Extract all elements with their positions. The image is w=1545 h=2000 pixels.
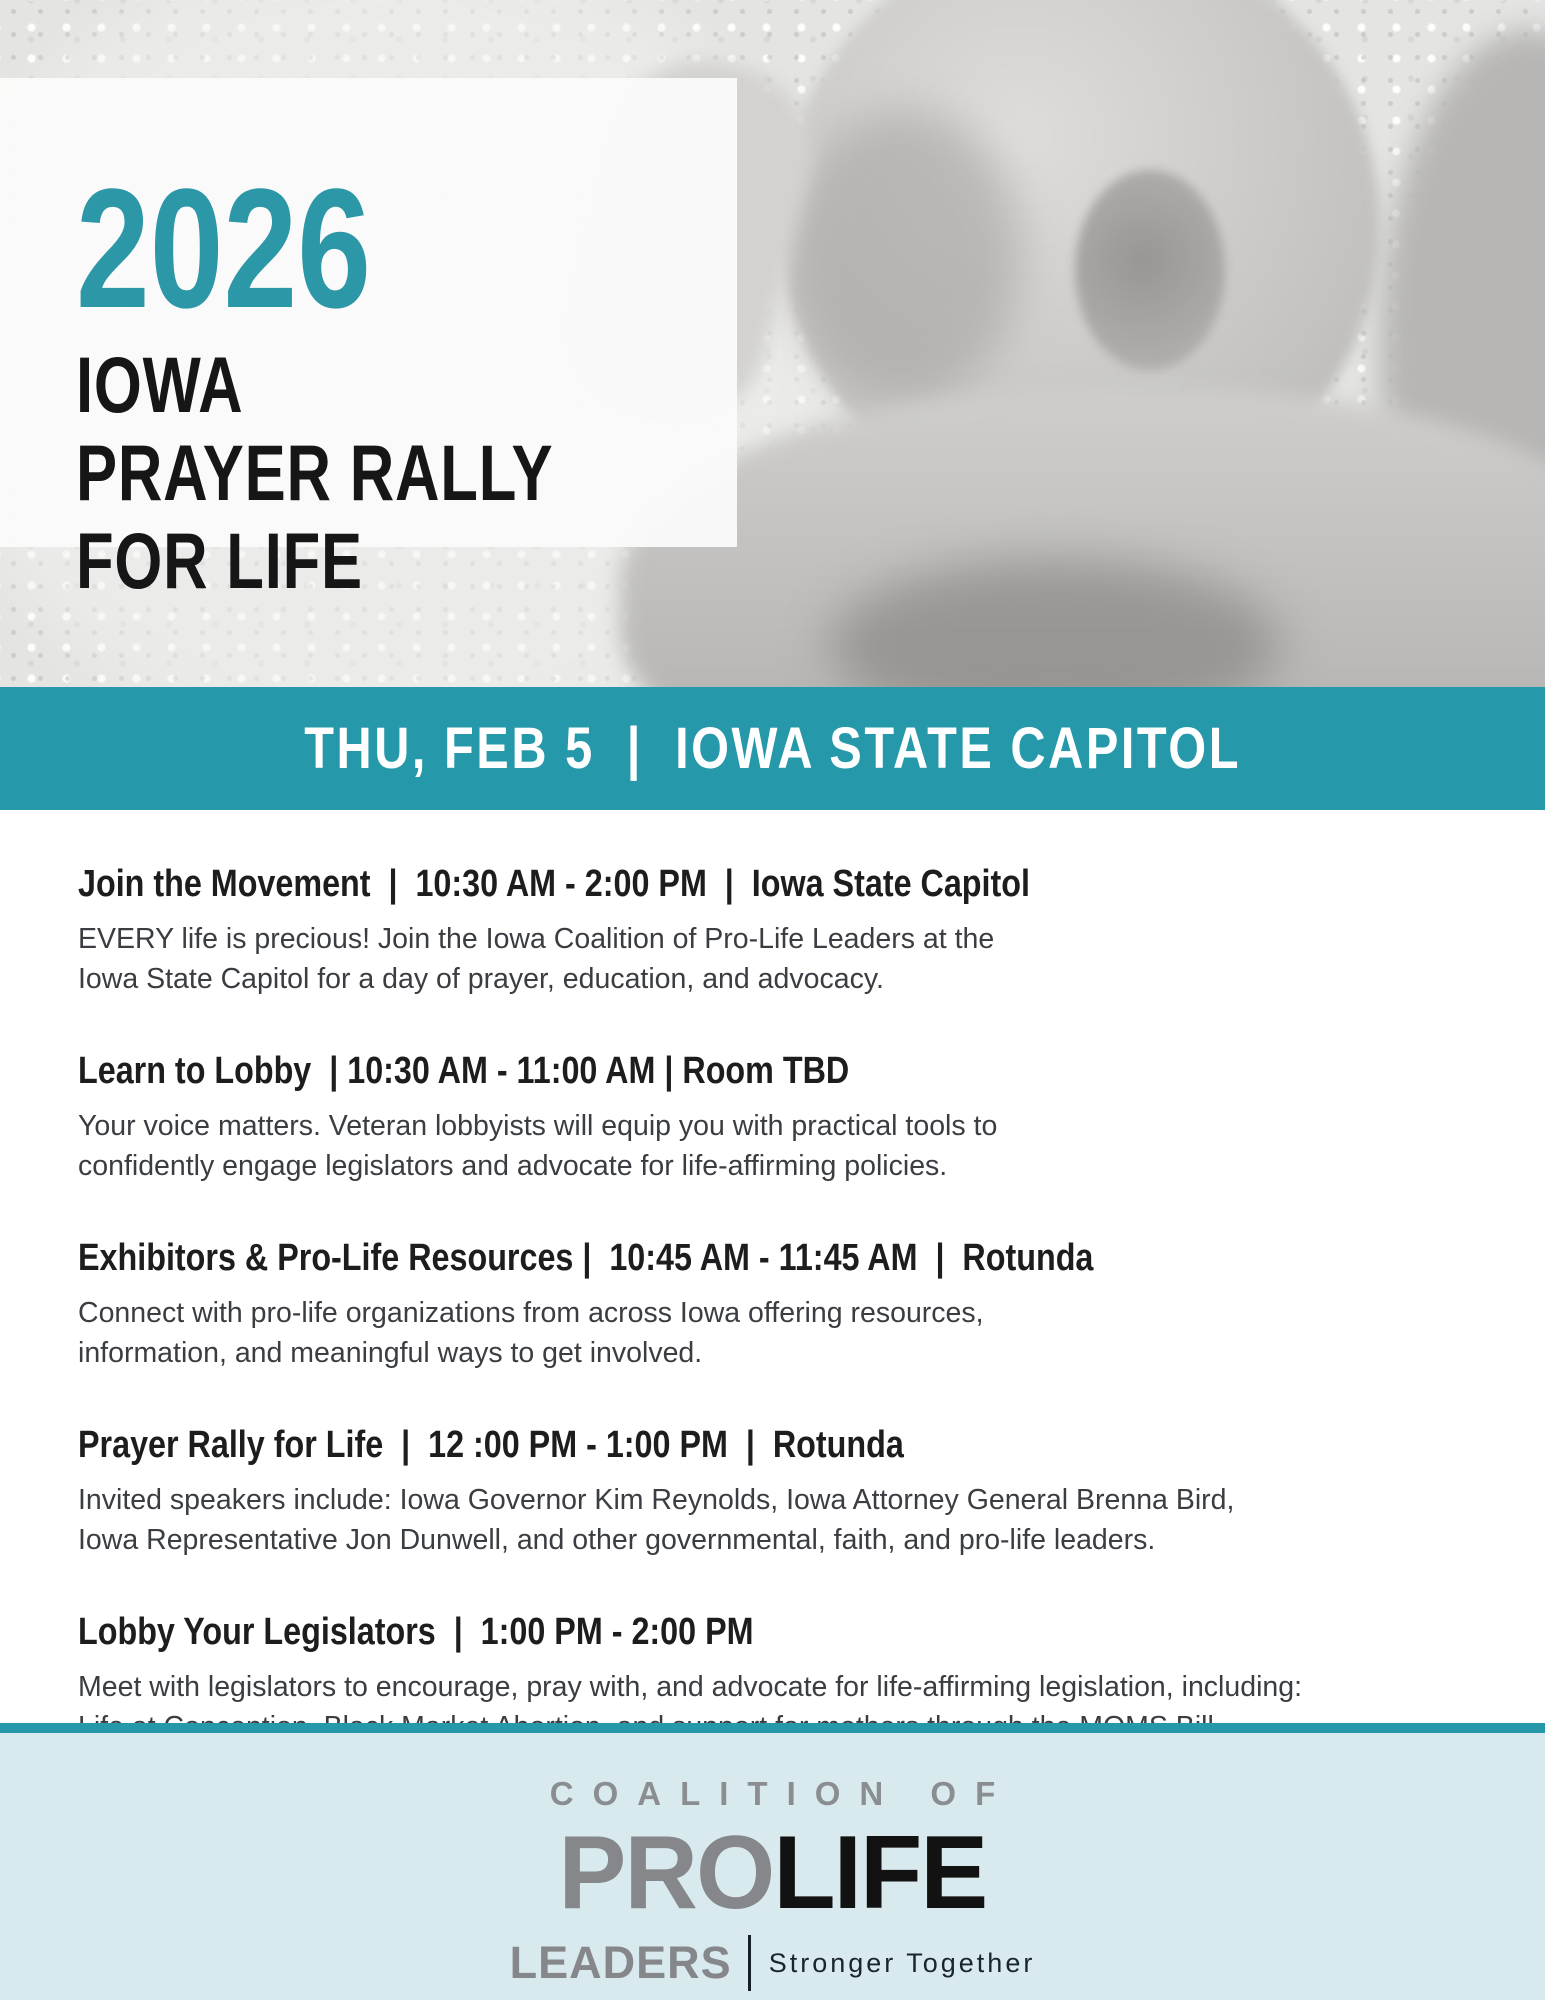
logo-tagline: Stronger Together <box>768 1947 1036 1978</box>
schedule-item-exhibitors <box>78 1186 1545 1373</box>
session-description <box>78 1106 1545 1186</box>
session-title: Join the Movement | 10:30 AM - 2:00 PM | Iowa State Capitol <box>78 863 1030 905</box>
description-line: Iowa State Capitol for a day of prayer, education, and advocacy. <box>78 963 884 995</box>
event-year: 2026 <box>76 154 371 344</box>
schedule-item-prayer-rally <box>78 1373 1545 1560</box>
title-box <box>0 78 737 605</box>
title-line-3: FOR LIFE <box>76 516 363 605</box>
description-line: EVERY life is precious! Join the Iowa Coalition of Pro-Life Leaders at the <box>78 923 995 955</box>
footer <box>0 1723 1545 2000</box>
session-title: Lobby Your Legislators | 1:00 PM - 2:00 PM <box>78 1611 754 1653</box>
logo-leaders-row <box>510 1935 1036 1991</box>
description-line: Your voice matters. Veteran lobbyists will equip you with practical tools to <box>78 1110 998 1142</box>
event-banner <box>0 687 1545 810</box>
description-line: Meet with legislators to encourage, pray with, and advocate for life-affirming legislation, including: <box>78 1671 1303 1703</box>
title-line-1: IOWA <box>76 340 244 429</box>
photo-baby-face-shadow <box>790 110 1020 400</box>
event-date-location: THU, FEB 5 | IOWA STATE CAPITOL <box>304 716 1241 781</box>
session-description <box>78 1480 1545 1560</box>
logo-leaders: LEADERS <box>509 1937 732 1988</box>
baby-photo <box>0 0 1545 687</box>
description-line: Connect with pro-life organizations from across Iowa offering resources, <box>78 1297 984 1329</box>
session-description <box>78 919 1545 999</box>
schedule-item-join-the-movement <box>78 810 1545 999</box>
schedule-item-learn-to-lobby <box>78 999 1545 1186</box>
logo-pro: PRO <box>558 1815 774 1931</box>
logo-coalition-of: COALITION OF <box>549 1775 1015 1812</box>
logo-divider-bar <box>748 1935 751 1991</box>
session-title: Prayer Rally for Life | 12 :00 PM - 1:00 PM | Rotunda <box>78 1424 904 1466</box>
session-title: Exhibitors & Pro-Life Resources | 10:45 AM - 11:45 AM | Rotunda <box>78 1237 1094 1279</box>
session-description <box>78 1293 1545 1373</box>
description-line: Invited speakers include: Iowa Governor Kim Reynolds, Iowa Attorney General Brenna Bird, <box>78 1484 1235 1516</box>
description-line: confidently engage legislators and advocate for life-affirming policies. <box>78 1150 948 1182</box>
title-line-2: PRAYER RALLY <box>76 428 554 517</box>
logo-life: LIFE <box>773 1815 987 1931</box>
schedule-item-lobby-your-legislators <box>78 1560 1545 1747</box>
description-line: Iowa Representative Jon Dunwell, and other governmental, faith, and pro-life leaders. <box>78 1524 1156 1556</box>
photo-baby-ear <box>1075 170 1225 370</box>
logo-prolife <box>558 1815 987 1931</box>
description-line: information, and meaningful ways to get involved. <box>78 1337 703 1369</box>
event-title <box>76 341 553 605</box>
organization-logo <box>0 1733 1545 2000</box>
schedule <box>0 810 1545 1747</box>
teal-divider <box>0 1723 1545 1733</box>
session-title: Learn to Lobby | 10:30 AM - 11:00 AM | Room TBD <box>78 1050 850 1092</box>
